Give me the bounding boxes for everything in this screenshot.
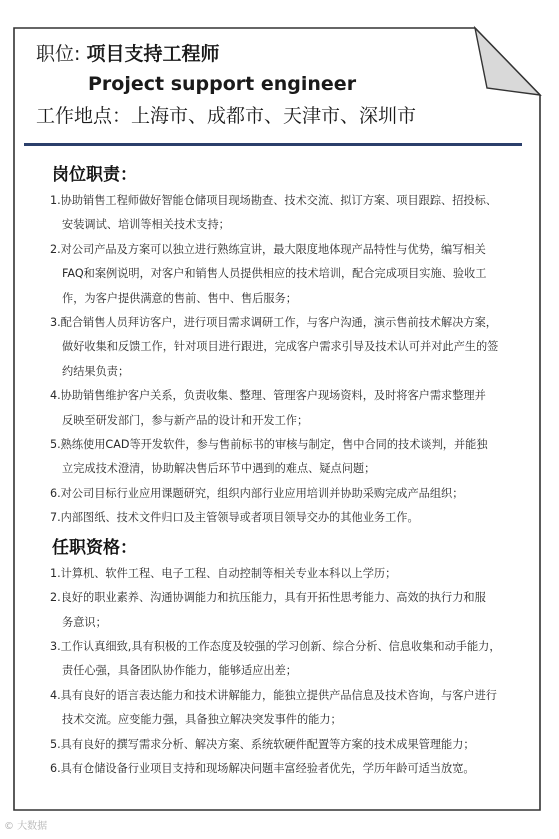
list-item: 技术交流。应变能力强，具备独立解决突发事件的能力； [62, 713, 342, 727]
header-divider [24, 143, 522, 146]
list-item: FAQ和案例说明，对客户和销售人员提供相应的技术培训，配合完成项目实施、验收工 [62, 267, 487, 281]
requirements-heading: 任职资格： [52, 537, 137, 558]
list-item: 立完成技术澄清，协助解决售后环节中遇到的难点、疑点问题； [62, 462, 376, 476]
location-value: 上海市、成都市、天津市、深圳市 [131, 105, 417, 127]
location-line [24, 99, 529, 133]
list-item: 4.协助销售维护客户关系，负责收集、整理、管理客户现场资料，及时将客户需求整理并 [50, 389, 486, 403]
list-item: 6.具有仓储设备行业项目支持和现场解决问题丰富经验者优先，学历年龄可适当放宽。 [50, 761, 475, 775]
list-item: 作，为客户提供满意的售前、售中、售后服务； [62, 291, 297, 305]
list-item: 1.协助销售工程师做好智能仓储项目现场勘查、技术交流、拟订方案、项目跟踪、招投标、 [50, 194, 497, 207]
location-label: 工作地点： [36, 105, 132, 127]
list-item: 5.熟练使用CAD等开发软件，参与售前标书的审核与制定，售中合同的技术谈判，并能独 [50, 438, 488, 452]
list-item: 2.对公司产品及方案可以独立进行熟练宣讲，最大限度地体现产品特性与优势，编写相关 [50, 242, 486, 256]
list-item: 6.对公司目标行业应用课题研究，组织内部行业应用培训并协助采购完成产品组织； [50, 486, 464, 500]
position-value: 项目支持工程师 [86, 43, 220, 65]
list-item: 反映至研发部门，参与新产品的设计和开发工作； [62, 413, 309, 427]
position-line [24, 40, 529, 69]
duties-heading: 岗位职责： [52, 165, 137, 185]
list-item: 5.具有良好的撰写需求分析、解决方案、系统软硬件配置等方案的技术成果管理能力； [50, 737, 475, 751]
list-item: 3.配合销售人员拜访客户，进行项目需求调研工作，与客户沟通，演示售前技术解决方案， [50, 316, 497, 330]
watermark: © 大数据 [4, 821, 48, 832]
list-item: 4.具有良好的语言表达能力和技术讲解能力，能独立提供产品信息及技术咨询，与客户进行 [50, 688, 497, 702]
list-item: 1.计算机、软件工程、电子工程、自动控制等相关专业本科以上学历； [50, 566, 397, 580]
document-body [24, 40, 529, 781]
list-item: 责任心强，具备团队协作能力，能够适应出差； [62, 664, 297, 678]
list-item: 约结果负责； [62, 364, 130, 378]
position-label: 职位: [36, 43, 87, 65]
list-item: 2.良好的职业素养、沟通协调能力和抗压能力，具有开拓性思考能力、高效的执行力和服 [50, 591, 486, 605]
list-item: 3.工作认真细致,具有积极的工作态度及较强的学习创新、综合分析、信息收集和动手能力， [50, 639, 501, 653]
position-english: Project support engineer [88, 73, 357, 95]
requirements-list [24, 562, 530, 782]
list-item: 做好收集和反馈工作，针对项目进行跟进，完成客户需求引导及技术认可并对此产生的签 [62, 340, 499, 354]
list-item: 务意识； [62, 615, 107, 629]
duties-list [24, 189, 530, 531]
list-item: 安装调试、培训等相关技术支持； [62, 218, 230, 232]
list-item: 7.内部图纸、技术文件归口及主管领导或者项目领导交办的其他业务工作。 [50, 511, 419, 525]
